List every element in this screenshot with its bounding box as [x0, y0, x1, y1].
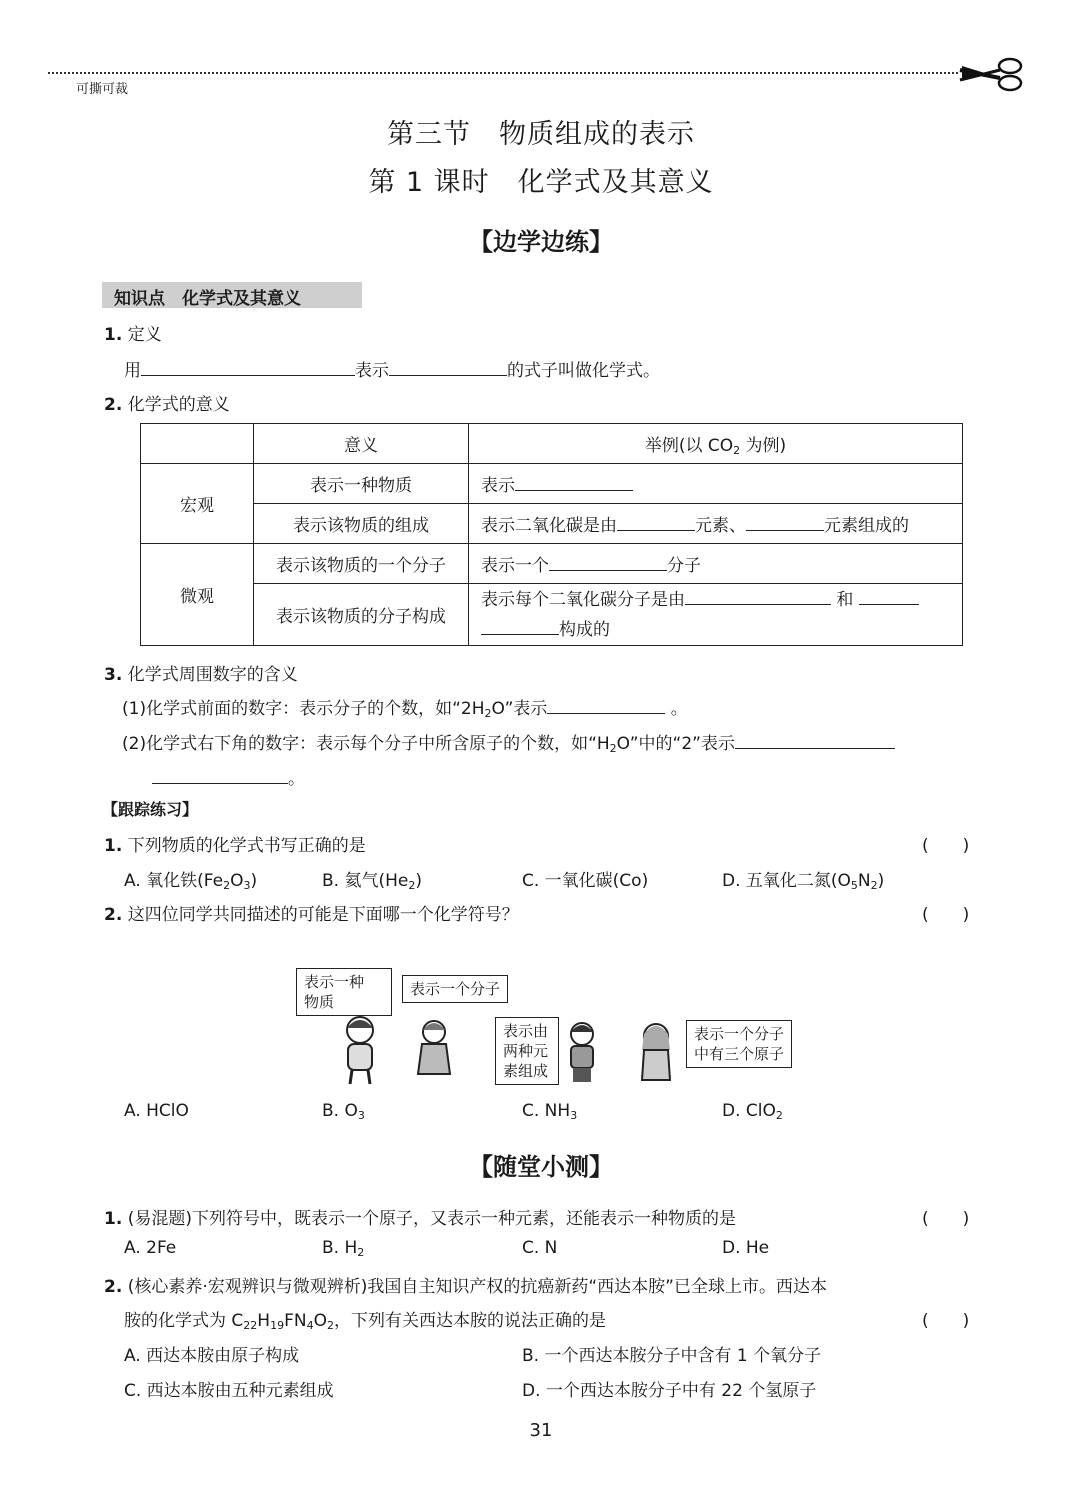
- definition-heading: 1. 定义: [104, 325, 162, 345]
- speech-bubble: 表示由 两种元 素组成: [495, 1017, 559, 1085]
- option-b[interactable]: B. 一个西达本胺分子中含有 1 个氧分子: [522, 1346, 822, 1366]
- meaning-table: [140, 423, 963, 646]
- table-cell: 表示一个 分子: [469, 544, 963, 584]
- answer-paren[interactable]: ( ): [922, 836, 970, 856]
- option-d[interactable]: D. ClO$_2$: [722, 1101, 783, 1122]
- answer-paren[interactable]: ( ): [922, 1311, 970, 1331]
- table-header-example: 举例(以 $CO_2$ 为例): [469, 424, 963, 464]
- section-title: 第三节 物质组成的表示: [387, 119, 695, 150]
- numbers-item-1: (1)化学式前面的数字：表示分子的个数，如“$2H_2O$”表示 。: [122, 694, 688, 720]
- blank[interactable]: [617, 512, 695, 531]
- quiz-q2: 2. (核心素养·宏观辨识与微观辨析)我国自主知识产权的抗癌新药“西达本胺”已全球上市。西达本: [104, 1277, 827, 1297]
- practice-label: 【跟踪练习】: [102, 800, 199, 819]
- option-d[interactable]: D. 一个西达本胺分子中有 22 个氢原子: [522, 1381, 817, 1401]
- blank[interactable]: [685, 586, 831, 605]
- table-cell: 表示该物质的组成: [254, 504, 469, 544]
- blank[interactable]: [547, 695, 665, 714]
- knowledge-point-label: 知识点 化学式及其意义: [114, 289, 301, 309]
- learn-heading: 【边学边练】: [469, 228, 613, 256]
- option-a[interactable]: A. 西达本胺由原子构成: [124, 1346, 300, 1366]
- speech-bubble: 表示一种 物质: [296, 968, 392, 1016]
- blank[interactable]: [389, 357, 507, 376]
- table-micro: 微观: [141, 544, 254, 646]
- option-b[interactable]: B. 氦气$(He_2)$: [322, 871, 422, 892]
- table-macro: 宏观: [141, 464, 254, 544]
- option-d[interactable]: D. He: [722, 1238, 770, 1258]
- option-c[interactable]: C. 西达本胺由五种元素组成: [124, 1381, 334, 1401]
- table-cell: 表示该物质的一个分子: [254, 544, 469, 584]
- option-a[interactable]: A. HClO: [124, 1101, 189, 1121]
- table-cell: 表示该物质的分子构成: [254, 584, 469, 646]
- cut-line: [48, 72, 958, 74]
- blank[interactable]: [515, 472, 633, 491]
- speech-bubble: 表示一个分子: [402, 975, 508, 1003]
- table-cell: 表示一种物质: [254, 464, 469, 504]
- table-header-meaning: 意义: [254, 424, 469, 464]
- lesson-title: 第 1 课时 化学式及其意义: [368, 167, 714, 198]
- numbers-item-2: (2)化学式右下角的数字：表示每个分子中所含原子的个数，如“$H_2O$”中的“2”表示: [122, 729, 895, 755]
- numbers-heading: 3. 化学式周围数字的含义: [104, 665, 298, 685]
- knowledge-point-banner: [102, 282, 362, 308]
- answer-paren[interactable]: ( ): [922, 1209, 970, 1229]
- practice-q1: 1. 下列物质的化学式书写正确的是: [104, 836, 366, 856]
- option-b[interactable]: B. $O_3$: [322, 1101, 365, 1122]
- quiz-q1: 1. (易混题)下列符号中，既表示一个原子，又表示一种元素，还能表示一种物质的是: [104, 1209, 736, 1229]
- table-cell: 表示每个二氧化碳分子是由 和 构成的: [469, 584, 963, 646]
- meaning-heading: 2. 化学式的意义: [104, 395, 230, 415]
- option-a[interactable]: A. 2Fe: [124, 1238, 177, 1258]
- blank[interactable]: [549, 552, 667, 571]
- student-figure: [632, 1020, 680, 1086]
- quiz-q2-cont: 胺的化学式为 $C_{22}H_{19}FN_4O_2$，下列有关西达本胺的说法正确的是: [124, 1311, 606, 1332]
- numbers-item-2-cont: 。: [152, 764, 305, 789]
- student-figure: [336, 1012, 386, 1086]
- student-figure: [560, 1020, 604, 1084]
- blank[interactable]: [141, 357, 355, 376]
- option-d[interactable]: D. 五氧化二氮$(O_5N_2)$: [722, 871, 885, 892]
- option-c[interactable]: C. $NH_3$: [522, 1101, 578, 1122]
- blank[interactable]: [735, 730, 895, 749]
- scissors-icon: [958, 56, 1028, 92]
- blank[interactable]: [481, 616, 559, 635]
- answer-paren[interactable]: ( ): [922, 905, 970, 925]
- blank[interactable]: [152, 765, 288, 784]
- table-cell: 表示二氧化碳是由 元素、 元素组成的: [469, 504, 963, 544]
- option-a[interactable]: A. 氧化铁$(Fe_2O_3)$: [124, 871, 258, 892]
- practice-q2: 2. 这四位同学共同描述的可能是下面哪一个化学符号？: [104, 905, 519, 925]
- page-number: 31: [529, 1420, 553, 1441]
- table-cell: 表示: [469, 464, 963, 504]
- option-b[interactable]: B. $H_2$: [322, 1238, 365, 1259]
- quiz-heading: 【随堂小测】: [469, 1153, 613, 1181]
- speech-bubble: 表示一个分子 中有三个原子: [686, 1020, 792, 1068]
- tear-label: 可撕可裁: [76, 82, 129, 97]
- blank[interactable]: [746, 512, 824, 531]
- option-c[interactable]: C. 一氧化碳(Co): [522, 871, 649, 891]
- option-c[interactable]: C. N: [522, 1238, 558, 1258]
- table-corner: [141, 424, 254, 464]
- blank[interactable]: [859, 586, 919, 605]
- definition-sentence: 用 表示 的式子叫做化学式。: [124, 356, 660, 381]
- student-figure: [410, 1018, 458, 1080]
